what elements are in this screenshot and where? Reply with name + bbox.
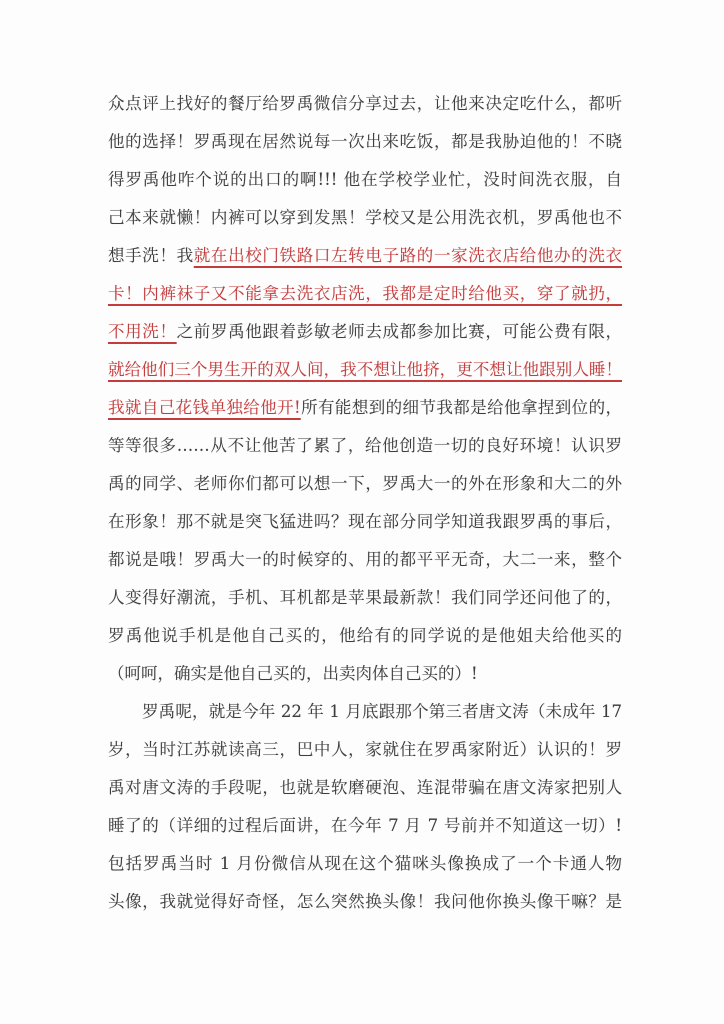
- text-line: [108, 199, 622, 237]
- red-underlined-text-segment: 卡！内裤袜子又不能拿去洗衣店洗，我都是定时给他买，穿了就扔，: [108, 284, 622, 303]
- text-line: [108, 85, 622, 123]
- document-text-block: [108, 85, 622, 921]
- text-line: [108, 465, 622, 503]
- text-segment: 众点评上找好的餐厅给罗禹微信分享过去，让他来决定吃什么，都听: [108, 94, 622, 113]
- text-line: [108, 655, 622, 693]
- text-line: [108, 389, 622, 427]
- red-underlined-text-segment: 就在出校门铁路口左转电子路的一家洗衣店给他办的洗衣: [193, 246, 623, 265]
- text-line: [108, 351, 622, 389]
- text-line: [108, 579, 622, 617]
- text-line: [108, 769, 622, 807]
- red-underlined-text-segment: 不用洗！: [108, 322, 177, 341]
- text-segment: 人变得好潮流，手机、耳机都是苹果最新款！我们同学还问他了的，: [108, 588, 622, 607]
- text-segment: 岁，当时江苏就读高三，巴中人，家就住在罗禹家附近）认识的！罗: [108, 740, 622, 759]
- text-line: [108, 883, 622, 921]
- text-line: [108, 693, 622, 731]
- text-segment: 想手洗！我: [108, 246, 194, 265]
- text-segment: 罗禹呢，就是今年 22 年 1 月底跟那个第三者唐文涛（未成年 17: [142, 702, 622, 721]
- text-segment: 所有能想到的细节我都是给他拿捏到位的，: [300, 398, 622, 417]
- text-segment: 禹的同学、老师你们都可以想一下，罗禹大一的外在形象和大二的外: [108, 474, 622, 493]
- text-segment: 头像，我就觉得好奇怪，怎么突然换头像！我问他你换头像干嘛？是: [108, 892, 622, 911]
- text-line: [108, 237, 622, 275]
- text-segment: （呵呵，确实是他自己买的，出卖肉体自己买的）!: [108, 664, 478, 683]
- text-segment: 罗禹他说手机是他自己买的，他给有的同学说的是他姐夫给他买的: [108, 626, 622, 645]
- text-segment: 得罗禹他咋个说的出口的啊!!! 他在学校学业忙，没时间洗衣服，自: [108, 170, 622, 189]
- text-segment: 禹对唐文涛的手段呢，也就是软磨硬泡、连混带骗在唐文涛家把别人: [108, 778, 622, 797]
- text-segment: 之前罗禹他跟着彭敏老师去成都参加比赛，可能公费有限，: [176, 322, 623, 341]
- red-underlined-text-segment: 我就自己花钱单独给他开!: [108, 398, 301, 417]
- text-line: [108, 731, 622, 769]
- text-line: [108, 123, 622, 161]
- text-segment: 他的选择！罗禹现在居然说每一次出来吃饭，都是我胁迫他的！不晓: [108, 132, 622, 151]
- text-line: [108, 427, 622, 465]
- text-segment: 己本来就懒！内裤可以穿到发黑！学校又是公用洗衣机，罗禹他也不: [108, 208, 622, 227]
- text-line: [108, 161, 622, 199]
- text-line: [108, 541, 622, 579]
- text-segment: 等等很多……从不让他苦了累了，给他创造一切的良好环境！认识罗: [108, 436, 622, 455]
- text-segment: 都说是哦！罗禹大一的时候穿的、用的都平平无奇，大二一来，整个: [108, 550, 622, 569]
- text-line: [108, 845, 622, 883]
- text-segment: 睡了的（详细的过程后面讲，在今年 7 月 7 号前并不知道这一切）!: [108, 816, 622, 835]
- red-underlined-text-segment: 就给他们三个男生开的双人间，我不想让他挤，更不想让他跟别人睡！: [108, 360, 622, 379]
- text-line: [108, 313, 622, 351]
- text-segment: 在形象！那不就是突飞猛进吗？现在部分同学知道我跟罗禹的事后，: [108, 512, 622, 531]
- text-line: [108, 617, 622, 655]
- text-line: [108, 503, 622, 541]
- text-line: [108, 275, 622, 313]
- text-segment: 包括罗禹当时 1 月份微信从现在这个猫咪头像换成了一个卡通人物: [108, 854, 622, 873]
- text-line: [108, 807, 622, 845]
